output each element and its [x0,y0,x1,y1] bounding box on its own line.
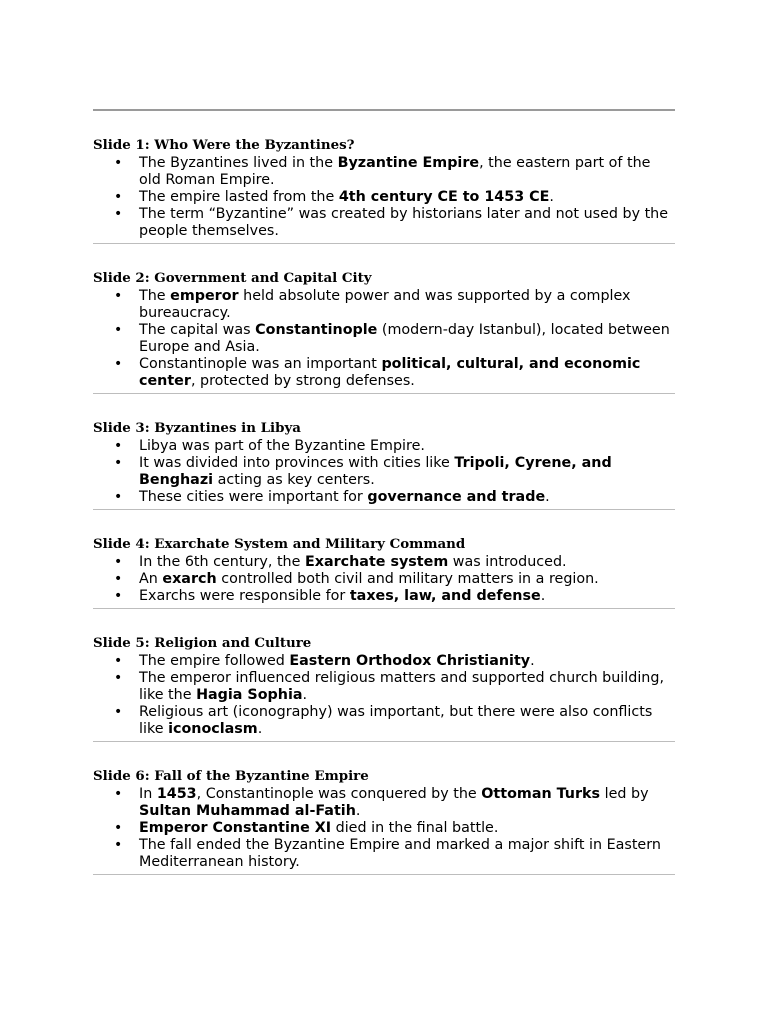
slide-section [93,742,675,874]
text: The Byzantines lived in the [139,155,338,171]
text: died in the final battle. [331,820,499,836]
text: The emperor influenced religious matters and supported church building, like the [139,670,664,703]
slide-divider [93,874,675,875]
bullet-item [93,322,675,356]
text: Libya was part of the Byzantine Empire. [139,438,425,454]
bold-text: political, cultural, and economic center [139,356,641,389]
slide-title: Slide 5: Religion and Culture [93,635,312,651]
text: The term “Byzantine” was created by historians later and not used by the people themselves. [139,206,669,239]
bullet-dot-icon: • [114,554,123,570]
text: . [302,687,308,703]
bold-text: Exarchate system [304,554,449,570]
text: controlled both civil and military matters in a region. [216,571,599,587]
bullet-dot-icon: • [114,820,123,836]
text: , the eastern part of the old Roman Empire. [139,155,651,188]
bullet-dot-icon: • [114,155,123,171]
bullet-item [93,554,675,571]
bullet-dot-icon: • [114,837,123,853]
bullet-dot-icon: • [114,571,123,587]
text: held absolute power and was supported by a complex bureaucracy. [139,288,631,321]
text: Constantinople was an important [139,356,382,372]
bullet-list [93,653,675,738]
bold-text: Eastern Orthodox Christianity [289,653,531,669]
bullet-dot-icon: • [114,356,123,372]
bold-text: taxes, law, and defense [349,588,541,604]
slide-title: Slide 6: Fall of the Byzantine Empire [93,768,369,784]
bullet-item [93,837,675,871]
text: The fall ended the Byzantine Empire and marked a major shift in Eastern Mediterranean history. [139,837,661,870]
bold-text: governance and trade [367,489,546,505]
text: , Constantinople was conquered by the [196,786,482,802]
bold-text: Byzantine Empire [337,155,480,171]
text: led by [600,786,649,802]
text: Religious art (iconography) was important, but there were also conflicts like [139,704,653,737]
text: . [540,588,546,604]
bold-text: emperor [170,288,239,304]
bullet-item [93,653,675,670]
bullet-dot-icon: • [114,189,123,205]
text: An [139,571,163,587]
text: The empire followed [139,653,290,669]
bullet-dot-icon: • [114,704,123,720]
slide-title: Slide 4: Exarchate System and Military Command [93,536,466,552]
text: was introduced. [448,554,567,570]
bullet-item [93,455,675,489]
bold-text: Hagia Sophia [196,687,303,703]
bold-text: 4th century CE to 1453 CE [338,189,550,205]
bullet-item [93,588,675,605]
bullet-dot-icon: • [114,489,123,505]
bullet-item [93,786,675,820]
text: The [139,288,171,304]
bullet-item [93,670,675,704]
bold-text: Constantinople [255,322,378,338]
bullet-list [93,438,675,506]
slide-title: Slide 2: Government and Capital City [93,270,372,286]
text: , protected by strong defenses. [190,373,415,389]
bullet-dot-icon: • [114,455,123,471]
bold-text: Tripoli, Cyrene, and Benghazi [139,455,612,488]
bullet-item [93,489,675,506]
slide-section [93,244,675,393]
bullet-dot-icon: • [114,438,123,454]
bullet-dot-icon: • [114,670,123,686]
bullet-list [93,155,675,240]
text: The capital was [139,322,256,338]
text: . [549,189,554,205]
bullet-item [93,820,675,837]
text: Exarchs were responsible for [139,588,350,604]
text: . [257,721,263,737]
text: It was divided into provinces with cities like [139,455,455,471]
bold-text: 1453 [156,786,197,802]
slide-title: Slide 1: Who Were the Byzantines? [93,137,355,153]
bullet-list [93,554,675,605]
bullet-dot-icon: • [114,786,123,802]
text: In [139,786,157,802]
text: In the 6th century, the [139,554,305,570]
slides-container [93,111,675,875]
text: acting as key centers. [213,472,375,488]
bullet-item [93,438,675,455]
slide-section [93,609,675,741]
slide-section [93,394,675,509]
bold-text: iconoclasm [168,721,258,737]
bullet-list [93,786,675,871]
bullet-dot-icon: • [114,288,123,304]
text: . [545,489,550,505]
bullet-dot-icon: • [114,588,123,604]
bullet-item [93,704,675,738]
document-page [93,109,675,875]
slide-section [93,510,675,608]
text: The empire lasted from the [139,189,339,205]
bullet-item [93,155,675,189]
bullet-item [93,571,675,588]
bold-text: Ottoman Turks [481,786,601,802]
bullet-dot-icon: • [114,322,123,338]
slide-title: Slide 3: Byzantines in Libya [93,420,301,436]
bullet-list [93,288,675,390]
text: . [530,653,535,669]
text: (modern-day Istanbul), located between Europe and Asia. [139,322,670,355]
bold-text: Sultan Muhammad al-Fatih [139,803,356,819]
bullet-dot-icon: • [114,206,123,222]
bullet-item [93,356,675,390]
bullet-item [93,288,675,322]
text: . [355,803,361,819]
bullet-item [93,189,675,206]
bold-text: Emperor Constantine XI [139,820,332,836]
bold-text: exarch [162,571,217,587]
bullet-item [93,206,675,240]
bullet-dot-icon: • [114,653,123,669]
text: These cities were important for [139,489,368,505]
slide-section [93,111,675,243]
